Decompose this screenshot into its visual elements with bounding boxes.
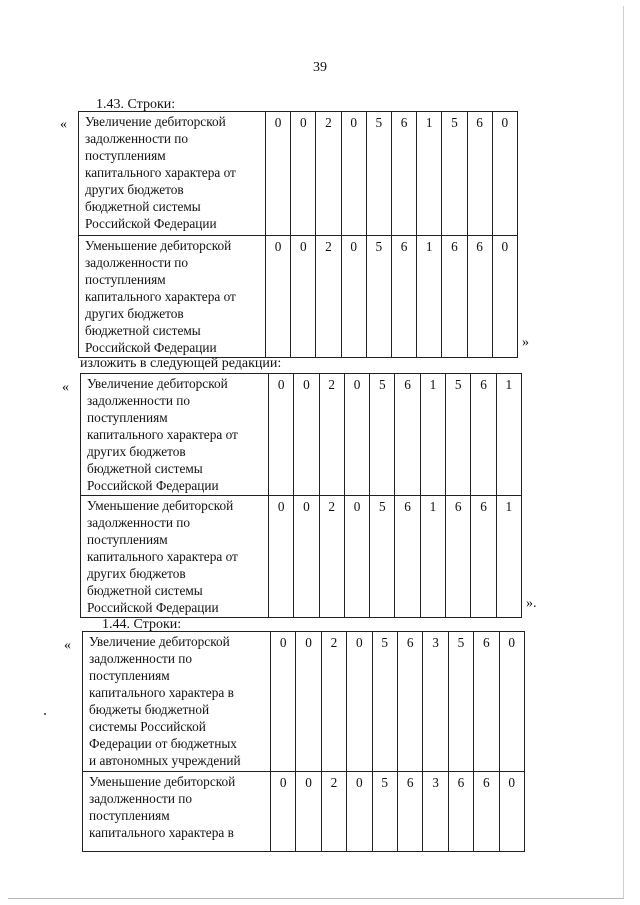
code-digit-cell: 6 — [471, 374, 496, 496]
code-digit-cell: 6 — [395, 374, 420, 496]
page-number: 39 — [313, 60, 327, 75]
code-digit-cell: 6 — [474, 632, 499, 772]
row-description: Увеличение дебиторской задолженности по поступлениям капитального характера от других бюджетов бюджетной системы Российской Федерации — [79, 112, 266, 236]
table-row — [79, 112, 518, 236]
code-digit-cell: 0 — [499, 632, 524, 772]
code-digit-cell: 0 — [344, 496, 369, 618]
code-digit-cell: 6 — [446, 496, 471, 618]
code-digit-cell: 5 — [366, 112, 391, 236]
code-digit-cell: 0 — [492, 236, 517, 358]
code-digit-cell: 6 — [391, 112, 416, 236]
code-digit-cell: 0 — [347, 772, 372, 852]
code-digit-cell: 5 — [370, 374, 395, 496]
row-description: Уменьшение дебиторской задолженности по поступлениям капитального характера от других бюджетов бюджетной системы Российской Федерации — [81, 496, 269, 618]
row-description: Уменьшение дебиторской задолженности по поступлениям капитального характера в — [83, 772, 271, 852]
section-heading-1-43: 1.43. Строки: — [96, 97, 176, 112]
new-rows-table — [80, 373, 522, 618]
code-digit-cell: 0 — [271, 632, 296, 772]
old-rows-table — [78, 111, 518, 358]
code-digit-cell: 6 — [467, 236, 492, 358]
scan-speck — [44, 713, 46, 715]
code-digit-cell: 0 — [269, 374, 294, 496]
code-digit-cell: 6 — [397, 772, 422, 852]
code-digit-cell: 5 — [446, 374, 471, 496]
code-digit-cell: 6 — [397, 632, 422, 772]
code-digit-cell: 3 — [423, 772, 448, 852]
code-digit-cell: 6 — [474, 772, 499, 852]
table-row — [79, 236, 518, 358]
code-digit-cell: 0 — [499, 772, 524, 852]
code-digit-cell: 0 — [294, 496, 319, 618]
code-digit-cell: 5 — [370, 496, 395, 618]
code-digit-cell: 0 — [347, 632, 372, 772]
code-digit-cell: 5 — [448, 632, 473, 772]
code-digit-cell: 5 — [372, 772, 397, 852]
code-digit-cell: 0 — [296, 772, 321, 852]
open-quote-1-44: « — [64, 638, 71, 653]
code-digit-cell: 0 — [492, 112, 517, 236]
row-description: Увеличение дебиторской задолженности по поступлениям капитального характера от других бюджетов бюджетной системы Российской Федерации — [81, 374, 269, 496]
table-row — [83, 772, 525, 852]
code-digit-cell: 0 — [341, 112, 366, 236]
code-digit-cell: 5 — [442, 112, 467, 236]
close-quote-new: ». — [526, 596, 537, 611]
code-digit-cell: 0 — [271, 772, 296, 852]
code-digit-cell: 0 — [291, 112, 316, 236]
code-digit-cell: 2 — [316, 236, 341, 358]
code-digit-cell: 2 — [316, 112, 341, 236]
code-digit-cell: 1 — [420, 374, 445, 496]
code-digit-cell: 0 — [294, 374, 319, 496]
section-heading-1-44: 1.44. Строки: — [102, 617, 182, 632]
code-digit-cell: 1 — [420, 496, 445, 618]
code-digit-cell: 0 — [291, 236, 316, 358]
code-digit-cell: 1 — [417, 112, 442, 236]
code-digit-cell: 2 — [319, 496, 344, 618]
row-description: Увеличение дебиторской задолженности по поступлениям капитального характера в бюджеты бюджетной системы Российской Федерации от бюджетных и автономных учреждений — [83, 632, 271, 772]
code-digit-cell: 6 — [467, 112, 492, 236]
code-digit-cell: 2 — [319, 374, 344, 496]
rows-1-44-table — [82, 631, 525, 852]
open-quote-old: « — [60, 117, 67, 132]
code-digit-cell: 3 — [423, 632, 448, 772]
table-row — [81, 374, 522, 496]
code-digit-cell: 2 — [321, 772, 346, 852]
code-digit-cell: 0 — [269, 496, 294, 618]
row-description: Уменьшение дебиторской задолженности по поступлениям капитального характера от других бюджетов бюджетной системы Российской Федерации — [79, 236, 266, 358]
code-digit-cell: 1 — [417, 236, 442, 358]
close-quote-old: » — [522, 335, 529, 350]
table-row — [83, 632, 525, 772]
replace-instruction: изложить в следующей редакции: — [80, 356, 282, 371]
code-digit-cell: 6 — [448, 772, 473, 852]
code-digit-cell: 6 — [442, 236, 467, 358]
code-digit-cell: 1 — [496, 374, 521, 496]
code-digit-cell: 0 — [341, 236, 366, 358]
open-quote-new: « — [62, 380, 69, 395]
code-digit-cell: 1 — [496, 496, 521, 618]
code-digit-cell: 0 — [266, 236, 291, 358]
table-row — [81, 496, 522, 618]
code-digit-cell: 2 — [321, 632, 346, 772]
code-digit-cell: 0 — [296, 632, 321, 772]
code-digit-cell: 6 — [391, 236, 416, 358]
code-digit-cell: 0 — [344, 374, 369, 496]
code-digit-cell: 5 — [366, 236, 391, 358]
code-digit-cell: 6 — [395, 496, 420, 618]
code-digit-cell: 0 — [266, 112, 291, 236]
code-digit-cell: 5 — [372, 632, 397, 772]
code-digit-cell: 6 — [471, 496, 496, 618]
